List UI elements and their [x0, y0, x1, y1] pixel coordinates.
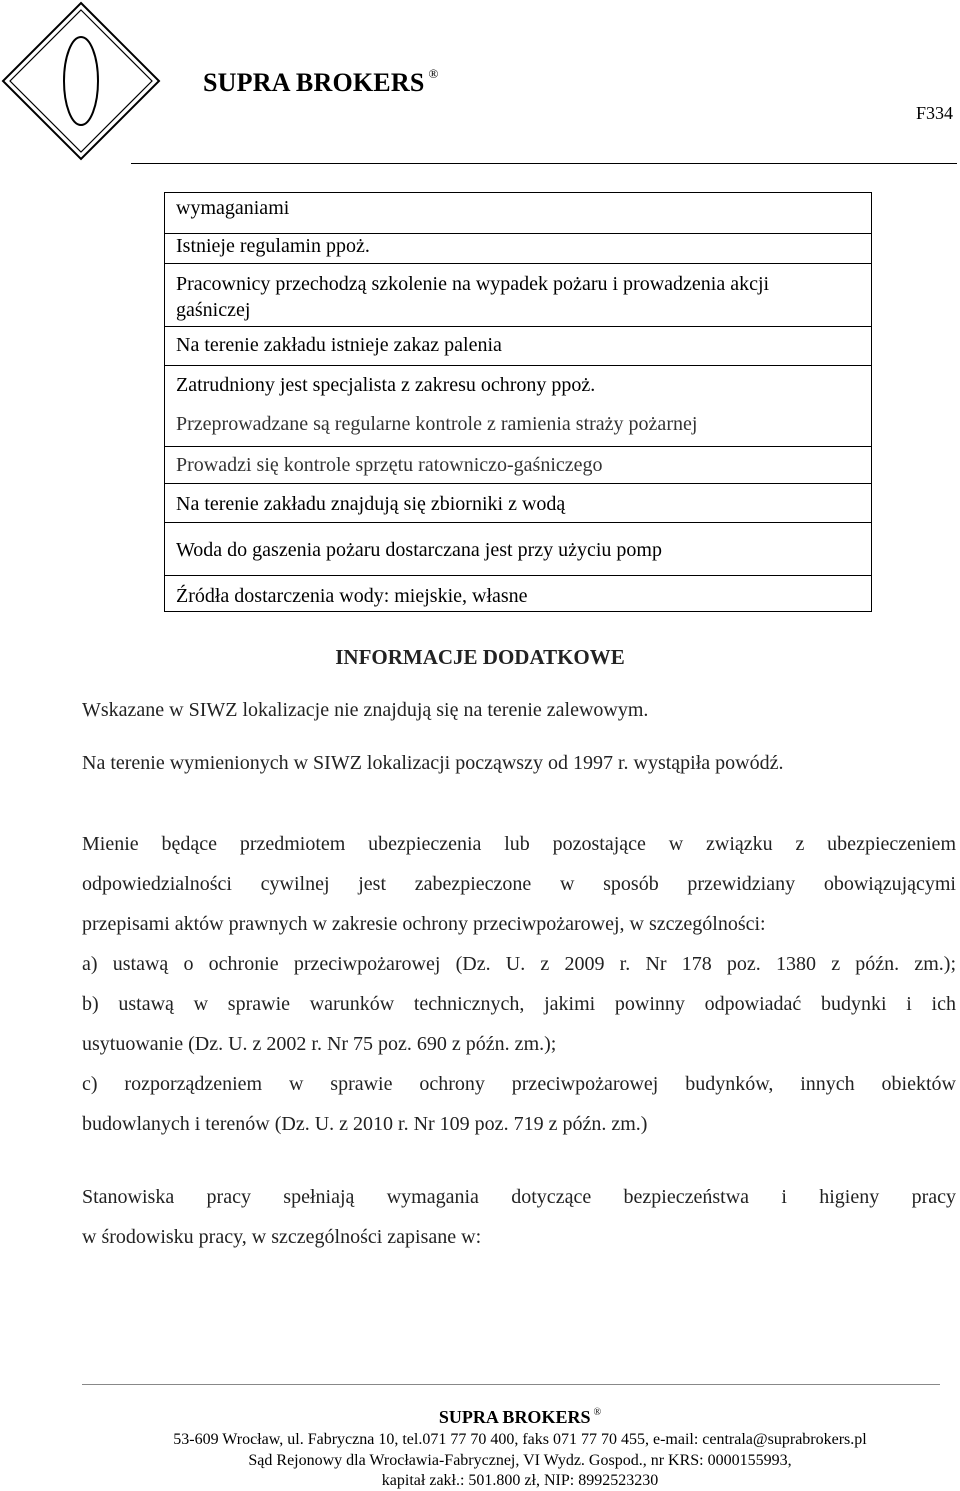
table-row — [165, 332, 871, 358]
paragraph-workplace-line: w środowisku pracy, w szczególności zapisane w: — [82, 1226, 482, 1248]
row-divider — [165, 446, 871, 447]
table-cell: gaśniczej — [176, 299, 251, 321]
row-divider — [165, 483, 871, 484]
list-item-c: c) rozporządzeniem w sprawie ochrony przeciwpożarowej budynków, innych obiektów — [82, 1073, 956, 1095]
table-cell: Woda do gaszenia pożaru dostarczana jest przy użyciu pomp — [176, 539, 662, 561]
row-divider — [165, 575, 871, 576]
list-item-b: b) ustawą w sprawie warunków technicznych, jakimi powinny odpowiadać budynki i ich — [82, 993, 956, 1015]
company-logo — [0, 0, 162, 162]
table-cell: Źródła dostarczenia wody: miejskie, własne — [176, 585, 528, 607]
footer-registered-mark: ® — [593, 1407, 602, 1418]
table-cell: Na terenie zakładu znajdują się zbiorniki z wodą — [176, 493, 566, 515]
section-title: INFORMACJE DODATKOWE — [335, 645, 625, 669]
table-cell: wymaganiami — [176, 197, 290, 219]
table-row — [165, 271, 871, 323]
table-row — [165, 372, 871, 398]
table-cell: Na terenie zakładu istnieje zakaz palenia — [176, 334, 502, 356]
row-divider — [165, 522, 871, 523]
header-brand-name: SUPRA BROKERS — [203, 68, 425, 97]
row-divider — [165, 263, 871, 264]
paragraph-flood-history: Na terenie wymienionych w SIWZ lokalizacji począwszy od 1997 r. wystąpiła powódź. — [82, 752, 784, 774]
table-row — [165, 452, 871, 478]
footer-divider — [82, 1384, 940, 1385]
table-cell: Prowadzi się kontrole sprzętu ratowniczo-gaśniczego — [176, 454, 603, 476]
table-row — [165, 583, 871, 609]
header-brand — [203, 68, 439, 98]
table-row — [165, 411, 871, 437]
list-item-c-continued: budowlanych i terenów (Dz. U. z 2010 r. Nr 109 poz. 719 z późn. zm.) — [82, 1113, 648, 1135]
table-cell: Zatrudniony jest specjalista z zakresu ochrony ppoż. — [176, 374, 596, 396]
header-divider — [131, 163, 957, 164]
table-cell: Istnieje regulamin ppoż. — [176, 235, 370, 257]
table-cell: Przeprowadzane są regularne kontrole z ramienia straży pożarnej — [176, 413, 698, 435]
table-row — [165, 233, 871, 259]
footer-capital: kapitał zakł.: 501.800 zł, NIP: 8992523230 — [381, 1472, 659, 1489]
row-divider — [165, 365, 871, 366]
row-divider — [165, 326, 871, 327]
paragraph-flood-zone: Wskazane w SIWZ lokalizacje nie znajdują się na terenie zalewowym. — [82, 699, 649, 721]
footer-address: 53-609 Wrocław, ul. Fabryczna 10, tel.071 77 70 400, faks 071 77 70 455, e-mail: centrala@suprabrokers.pl — [173, 1431, 867, 1448]
list-item-a: a) ustawą o ochronie przeciwpożarowej (Dz. U. z 2009 r. Nr 178 poz. 1380 z późn. zm.); — [82, 953, 956, 975]
footer-brand-name: SUPRA BROKERS — [438, 1407, 591, 1427]
paragraph-workplace-line: Stanowiska pracy spełniają wymagania dotyczące bezpieczeństwa i higieny pracy — [82, 1186, 956, 1208]
list-item-b-continued: usytuowanie (Dz. U. z 2002 r. Nr 75 poz. 690 z późn. zm.); — [82, 1033, 557, 1055]
fire-protection-table — [164, 192, 872, 612]
footer-brand — [0, 1407, 960, 1428]
paragraph-protection-line: odpowiedzialności cywilnej jest zabezpieczone w sposób przewidziany obowiązującymi — [82, 873, 956, 895]
table-row — [165, 195, 871, 221]
paragraph-protection-line: przepisami aktów prawnych w zakresie ochrony przeciwpożarowej, w szczególności: — [82, 913, 766, 935]
paragraph-protection-line: Mienie będące przedmiotem ubezpieczenia lub pozostające w związku z ubezpieczeniem — [82, 833, 956, 855]
registered-mark: ® — [428, 66, 439, 81]
table-row — [165, 491, 871, 517]
document-code: F334 — [916, 103, 954, 123]
table-row — [165, 537, 871, 563]
table-cell: Pracownicy przechodzą szkolenie na wypadek pożaru i prowadzenia akcji — [176, 273, 770, 295]
footer-court-registry: Sąd Rejonowy dla Wrocławia-Fabrycznej, VI Wydz. Gospod., nr KRS: 0000155993, — [248, 1452, 792, 1469]
